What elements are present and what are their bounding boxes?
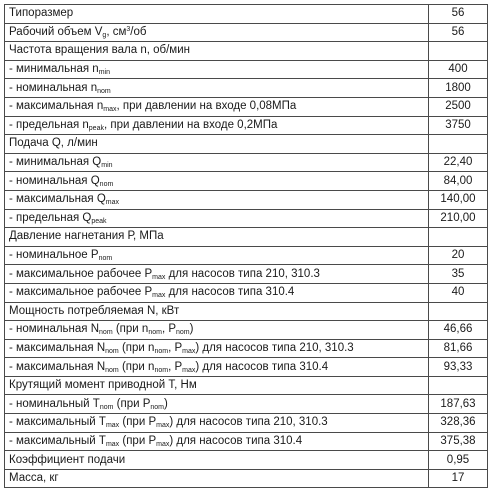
label-subscript: nom bbox=[99, 329, 113, 337]
label-text: (при n bbox=[112, 323, 149, 336]
label-subscript: nom bbox=[99, 180, 114, 188]
label-text: - максимальная n bbox=[9, 100, 104, 113]
parameter-label bbox=[5, 228, 429, 247]
table-row bbox=[5, 246, 488, 265]
label-subscript: peak bbox=[88, 124, 104, 132]
parameter-label bbox=[5, 153, 429, 172]
table-row bbox=[5, 172, 488, 191]
parameter-value: 375,38 bbox=[429, 432, 488, 451]
parameter-label bbox=[5, 23, 429, 42]
parameter-value: 0,95 bbox=[429, 451, 488, 470]
table-row bbox=[5, 23, 488, 42]
parameter-value: 22,40 bbox=[429, 153, 488, 172]
label-subscript: nom bbox=[105, 366, 119, 374]
table-row bbox=[5, 135, 488, 154]
parameter-value: 328,36 bbox=[429, 414, 488, 433]
parameter-label bbox=[5, 321, 429, 340]
parameter-label bbox=[5, 283, 429, 302]
parameter-label bbox=[5, 432, 429, 451]
parameter-label bbox=[5, 172, 429, 191]
parameter-value: 93,33 bbox=[429, 358, 488, 377]
label-text: Давление нагнетания Р, МПа bbox=[9, 230, 164, 243]
label-subscript: max bbox=[105, 422, 120, 430]
label-subscript: g bbox=[102, 31, 107, 39]
label-subscript: min bbox=[98, 69, 110, 77]
parameter-label bbox=[5, 42, 429, 61]
label-subscript: max bbox=[156, 440, 170, 448]
parameter-label bbox=[5, 246, 429, 265]
label-text: ) для насосов типа 210, 310.3 bbox=[195, 341, 354, 354]
label-text: (при n bbox=[118, 341, 155, 354]
parameter-value: 187,63 bbox=[429, 395, 488, 414]
parameter-value: 1800 bbox=[429, 79, 488, 98]
parameter-label bbox=[5, 451, 429, 470]
parameter-value: 35 bbox=[429, 265, 488, 284]
parameter-value: 140,00 bbox=[429, 190, 488, 209]
label-subscript: max bbox=[105, 199, 120, 207]
table-row bbox=[5, 395, 488, 414]
label-text: ) для насосов типа 310.4 bbox=[195, 360, 329, 373]
label-text: - максимальная Q bbox=[9, 193, 106, 206]
parameter-label bbox=[5, 209, 429, 228]
parameter-label bbox=[5, 116, 429, 135]
table-row bbox=[5, 228, 488, 247]
parameter-value: 210,00 bbox=[429, 209, 488, 228]
label-subscript: max bbox=[103, 106, 117, 114]
label-text: /об bbox=[130, 25, 147, 38]
label-subscript: max bbox=[152, 292, 166, 300]
label-text: ) для насосов типа 310.4 bbox=[169, 434, 303, 447]
table-row bbox=[5, 209, 488, 228]
table-row bbox=[5, 79, 488, 98]
label-subscript: max bbox=[182, 366, 196, 374]
table-row bbox=[5, 339, 488, 358]
parameter-label bbox=[5, 265, 429, 284]
table-row bbox=[5, 302, 488, 321]
label-text: (при Р bbox=[119, 434, 157, 447]
label-text: - номинальное Р bbox=[9, 249, 99, 262]
parameter-value: 56 bbox=[429, 5, 488, 24]
label-text: (при Р bbox=[113, 397, 151, 410]
parameter-value: 20 bbox=[429, 246, 488, 265]
parameter-value bbox=[429, 135, 488, 154]
label-text: Мощность потребляемая N, кВт bbox=[9, 304, 180, 317]
label-text: - максимальный Т bbox=[9, 416, 106, 429]
table-row bbox=[5, 190, 488, 209]
table-row bbox=[5, 283, 488, 302]
parameter-label bbox=[5, 302, 429, 321]
label-subscript: nom bbox=[154, 366, 169, 374]
label-text: Масса, кг bbox=[9, 472, 59, 485]
parameter-label bbox=[5, 60, 429, 79]
table-row bbox=[5, 265, 488, 284]
label-text: Коэффициент подачи bbox=[9, 453, 126, 466]
parameter-value: 40 bbox=[429, 283, 488, 302]
label-subscript: nom bbox=[176, 329, 190, 337]
label-subscript: min bbox=[101, 162, 113, 170]
table-row bbox=[5, 469, 488, 488]
label-subscript: nom bbox=[148, 329, 162, 337]
label-subscript: max bbox=[156, 422, 170, 430]
parameter-value: 3750 bbox=[429, 116, 488, 135]
label-subscript: peak bbox=[91, 217, 107, 225]
label-text: Рабочий объем V bbox=[9, 25, 103, 38]
label-subscript: nom bbox=[105, 347, 119, 355]
label-subscript: max bbox=[152, 273, 166, 281]
parameter-value: 17 bbox=[429, 469, 488, 488]
parameter-label bbox=[5, 395, 429, 414]
parameter-label bbox=[5, 5, 429, 24]
label-text: - номинальная Q bbox=[9, 174, 100, 187]
table-row bbox=[5, 42, 488, 61]
label-subscript: nom bbox=[97, 87, 111, 95]
label-text: ) bbox=[164, 397, 168, 410]
label-text: , при давлении на входе 0,2МПа bbox=[103, 118, 278, 131]
label-text: (при n bbox=[118, 360, 155, 373]
label-text: Крутящий момент приводной Т, Нм bbox=[9, 379, 197, 392]
label-text: - максимальное рабочее Р bbox=[9, 286, 153, 299]
label-text: - максимальная N bbox=[9, 341, 106, 354]
label-text: , Р bbox=[168, 360, 183, 373]
parameter-value: 56 bbox=[429, 23, 488, 42]
parameter-label bbox=[5, 135, 429, 154]
label-text: - максимальное рабочее Р bbox=[9, 267, 153, 280]
table-row bbox=[5, 321, 488, 340]
label-text: - минимальная n bbox=[9, 63, 99, 76]
parameter-value: 400 bbox=[429, 60, 488, 79]
label-subscript: nom bbox=[99, 403, 114, 411]
table-row bbox=[5, 358, 488, 377]
parameter-value: 2500 bbox=[429, 97, 488, 116]
table-row bbox=[5, 153, 488, 172]
label-subscript: max bbox=[182, 347, 196, 355]
label-text: , Р bbox=[161, 323, 177, 336]
label-text: Подача Q, л/мин bbox=[9, 137, 98, 150]
specification-table-body bbox=[5, 5, 488, 488]
table-row bbox=[5, 376, 488, 395]
label-subscript: nom bbox=[150, 403, 164, 411]
table-row bbox=[5, 5, 488, 24]
label-subscript: nom bbox=[98, 255, 113, 263]
label-text: для насосов типа 210, 310.3 bbox=[165, 267, 320, 280]
label-text: , см bbox=[106, 25, 127, 38]
parameter-label bbox=[5, 376, 429, 395]
parameter-value bbox=[429, 42, 488, 61]
label-text: Типоразмер bbox=[9, 7, 74, 20]
label-text: - минимальная Q bbox=[9, 156, 102, 169]
label-text: Частота вращения вала n, об/мин bbox=[9, 44, 190, 57]
parameter-label bbox=[5, 414, 429, 433]
label-text: - максимальная N bbox=[9, 360, 106, 373]
parameter-label bbox=[5, 469, 429, 488]
parameter-label bbox=[5, 190, 429, 209]
label-subscript: max bbox=[105, 440, 120, 448]
table-row bbox=[5, 60, 488, 79]
parameter-label bbox=[5, 79, 429, 98]
parameter-label bbox=[5, 339, 429, 358]
label-subscript: nom bbox=[154, 347, 169, 355]
label-superscript: 3 bbox=[126, 25, 131, 33]
parameter-value bbox=[429, 302, 488, 321]
label-text: - предельная n bbox=[9, 118, 89, 131]
table-row bbox=[5, 97, 488, 116]
table-row bbox=[5, 432, 488, 451]
label-text: - номинальная n bbox=[9, 81, 98, 94]
parameter-value bbox=[429, 228, 488, 247]
label-text: - номинальная N bbox=[9, 323, 100, 336]
parameter-label bbox=[5, 97, 429, 116]
parameter-value: 84,00 bbox=[429, 172, 488, 191]
specification-table bbox=[4, 4, 488, 488]
table-row bbox=[5, 414, 488, 433]
label-text: - максимальный Т bbox=[9, 434, 106, 447]
table-row bbox=[5, 116, 488, 135]
parameter-label bbox=[5, 358, 429, 377]
table-row bbox=[5, 451, 488, 470]
label-text: для насосов типа 310.4 bbox=[165, 286, 295, 299]
parameter-value: 81,66 bbox=[429, 339, 488, 358]
label-text: , при давлении на входе 0,08МПа bbox=[116, 100, 297, 113]
label-text: ) для насосов типа 210, 310.3 bbox=[169, 416, 328, 429]
label-text: - предельная Q bbox=[9, 211, 92, 224]
label-text: (при Р bbox=[119, 416, 157, 429]
label-text: ) bbox=[189, 323, 194, 336]
parameter-value: 46,66 bbox=[429, 321, 488, 340]
parameter-value bbox=[429, 376, 488, 395]
label-text: - номинальный Т bbox=[9, 397, 100, 410]
label-text: , Р bbox=[168, 341, 183, 354]
